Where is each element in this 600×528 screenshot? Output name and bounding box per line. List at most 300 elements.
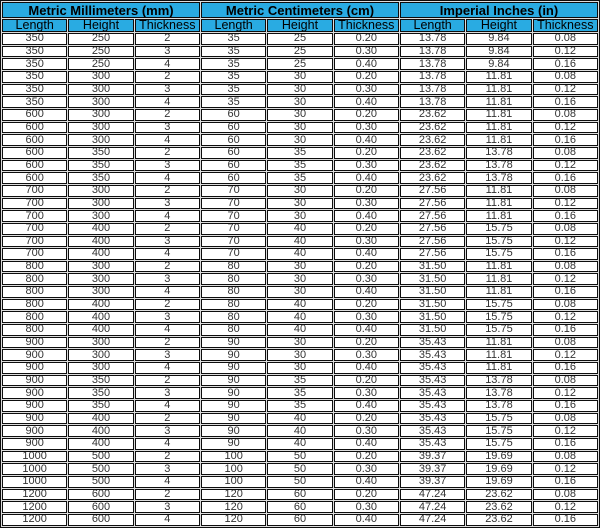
table-cell: 40	[267, 223, 332, 235]
table-row	[2, 451, 598, 463]
table-cell: 11.81	[466, 122, 531, 134]
table-cell: 0.40	[334, 248, 399, 260]
table-cell: 0.30	[334, 236, 399, 248]
table-cell: 35.43	[400, 425, 465, 437]
table-cell: 13.78	[466, 400, 531, 412]
table-cell: 13.78	[466, 172, 531, 184]
table-row	[2, 324, 598, 336]
table-cell: 35.43	[400, 362, 465, 374]
table-cell: 0.08	[533, 451, 598, 463]
table-cell: 15.75	[466, 438, 531, 450]
table-cell: 0.16	[533, 362, 598, 374]
table-cell: 3	[135, 122, 200, 134]
table-cell: 11.81	[466, 261, 531, 273]
table-cell: 35.43	[400, 387, 465, 399]
table-cell: 0.08	[533, 261, 598, 273]
table-cell: 400	[68, 413, 133, 425]
table-cell: 0.30	[334, 273, 399, 285]
table-cell: 70	[201, 185, 266, 197]
table-cell: 300	[68, 109, 133, 121]
table-row	[2, 210, 598, 222]
col-header-cm-length: Length	[201, 19, 266, 32]
table-cell: 0.16	[533, 438, 598, 450]
table-cell: 600	[2, 147, 67, 159]
table-row	[2, 514, 598, 526]
table-cell: 0.30	[334, 122, 399, 134]
table-cell: 350	[2, 84, 67, 96]
table-row	[2, 160, 598, 172]
table-cell: 350	[68, 375, 133, 387]
table-cell: 4	[135, 58, 200, 70]
table-cell: 0.20	[334, 109, 399, 121]
table-cell: 60	[267, 514, 332, 526]
table-cell: 300	[68, 349, 133, 361]
table-cell: 0.12	[533, 349, 598, 361]
table-cell: 900	[2, 400, 67, 412]
table-cell: 400	[68, 223, 133, 235]
table-cell: 13.78	[466, 375, 531, 387]
table-cell: 900	[2, 387, 67, 399]
table-cell: 300	[68, 273, 133, 285]
table-cell: 40	[267, 236, 332, 248]
table-cell: 31.50	[400, 286, 465, 298]
table-cell: 0.12	[533, 84, 598, 96]
table-cell: 900	[2, 375, 67, 387]
table-row	[2, 33, 598, 45]
col-header-in-length: Length	[400, 19, 465, 32]
table-cell: 300	[68, 134, 133, 146]
table-cell: 90	[201, 438, 266, 450]
table-cell: 800	[2, 324, 67, 336]
table-cell: 1000	[2, 476, 67, 488]
table-row	[2, 96, 598, 108]
table-cell: 2	[135, 147, 200, 159]
table-cell: 100	[201, 476, 266, 488]
table-cell: 27.56	[400, 210, 465, 222]
table-cell: 400	[68, 311, 133, 323]
table-cell: 250	[68, 46, 133, 58]
table-cell: 31.50	[400, 273, 465, 285]
table-cell: 0.16	[533, 248, 598, 260]
table-cell: 60	[201, 109, 266, 121]
table-cell: 0.20	[334, 71, 399, 83]
table-cell: 400	[68, 324, 133, 336]
table-cell: 0.08	[533, 185, 598, 197]
table-cell: 0.30	[334, 463, 399, 475]
table-cell: 30	[267, 273, 332, 285]
table-cell: 4	[135, 96, 200, 108]
table-cell: 0.08	[533, 337, 598, 349]
table-cell: 3	[135, 311, 200, 323]
col-header-cm-height: Height	[267, 19, 332, 32]
table-cell: 0.30	[334, 387, 399, 399]
table-cell: 39.37	[400, 476, 465, 488]
table-cell: 27.56	[400, 223, 465, 235]
table-cell: 2	[135, 413, 200, 425]
table-cell: 2	[135, 71, 200, 83]
table-row	[2, 134, 598, 146]
col-header-mm-height: Height	[68, 19, 133, 32]
table-cell: 30	[267, 198, 332, 210]
table-cell: 350	[68, 387, 133, 399]
table-cell: 300	[68, 286, 133, 298]
table-cell: 0.20	[334, 147, 399, 159]
table-cell: 600	[2, 134, 67, 146]
col-header-mm-thickness: Thickness	[135, 19, 200, 32]
table-cell: 13.78	[400, 96, 465, 108]
table-cell: 0.20	[334, 33, 399, 45]
table-row	[2, 58, 598, 70]
table-cell: 90	[201, 337, 266, 349]
table-cell: 60	[201, 134, 266, 146]
table-cell: 70	[201, 248, 266, 260]
table-cell: 11.81	[466, 109, 531, 121]
table-cell: 1200	[2, 514, 67, 526]
table-cell: 35.43	[400, 337, 465, 349]
table-cell: 600	[2, 122, 67, 134]
table-cell: 11.81	[466, 71, 531, 83]
table-row	[2, 172, 598, 184]
table-cell: 15.75	[466, 311, 531, 323]
table-cell: 350	[2, 33, 67, 45]
table-cell: 60	[201, 160, 266, 172]
table-cell: 120	[201, 501, 266, 513]
table-row	[2, 147, 598, 159]
table-cell: 4	[135, 362, 200, 374]
table-cell: 50	[267, 451, 332, 463]
table-cell: 30	[267, 261, 332, 273]
table-cell: 11.81	[466, 210, 531, 222]
table-cell: 0.40	[334, 476, 399, 488]
table-cell: 31.50	[400, 261, 465, 273]
table-cell: 300	[68, 96, 133, 108]
table-cell: 23.62	[400, 134, 465, 146]
table-cell: 2	[135, 489, 200, 501]
table-row	[2, 248, 598, 260]
table-cell: 9.84	[466, 33, 531, 45]
table-row	[2, 413, 598, 425]
table-cell: 0.08	[533, 71, 598, 83]
table-cell: 35	[201, 71, 266, 83]
table-cell: 23.62	[400, 122, 465, 134]
table-row	[2, 261, 598, 273]
table-cell: 700	[2, 185, 67, 197]
table-cell: 0.20	[334, 489, 399, 501]
table-cell: 700	[2, 248, 67, 260]
table-cell: 90	[201, 349, 266, 361]
table-cell: 120	[201, 514, 266, 526]
table-cell: 0.30	[334, 84, 399, 96]
table-cell: 0.30	[334, 46, 399, 58]
table-cell: 0.12	[533, 273, 598, 285]
table-cell: 4	[135, 134, 200, 146]
table-cell: 11.81	[466, 134, 531, 146]
table-cell: 0.30	[334, 198, 399, 210]
table-cell: 300	[68, 337, 133, 349]
table-row	[2, 476, 598, 488]
table-cell: 3	[135, 349, 200, 361]
table-cell: 600	[2, 109, 67, 121]
table-cell: 700	[2, 236, 67, 248]
table-cell: 11.81	[466, 185, 531, 197]
table-row	[2, 71, 598, 83]
table-cell: 800	[2, 261, 67, 273]
table-cell: 3	[135, 46, 200, 58]
table-cell: 13.78	[400, 71, 465, 83]
table-cell: 11.81	[466, 273, 531, 285]
table-cell: 35	[267, 387, 332, 399]
table-cell: 300	[68, 210, 133, 222]
table-row	[2, 400, 598, 412]
table-cell: 9.84	[466, 46, 531, 58]
table-cell: 100	[201, 451, 266, 463]
table-cell: 120	[201, 489, 266, 501]
table-cell: 23.62	[400, 160, 465, 172]
table-cell: 0.30	[334, 160, 399, 172]
table-cell: 0.12	[533, 122, 598, 134]
table-cell: 2	[135, 375, 200, 387]
table-cell: 0.16	[533, 476, 598, 488]
table-cell: 900	[2, 413, 67, 425]
table-cell: 0.30	[334, 349, 399, 361]
table-cell: 0.16	[533, 58, 598, 70]
table-cell: 30	[267, 337, 332, 349]
table-cell: 100	[201, 463, 266, 475]
table-cell: 0.40	[334, 400, 399, 412]
table-cell: 11.81	[466, 337, 531, 349]
table-row	[2, 425, 598, 437]
table-cell: 30	[267, 122, 332, 134]
table-cell: 350	[2, 96, 67, 108]
table-cell: 80	[201, 299, 266, 311]
table-cell: 60	[201, 147, 266, 159]
table-cell: 0.12	[533, 501, 598, 513]
table-row	[2, 311, 598, 323]
table-cell: 27.56	[400, 248, 465, 260]
table-cell: 35.43	[400, 349, 465, 361]
table-cell: 0.16	[533, 210, 598, 222]
table-cell: 11.81	[466, 96, 531, 108]
table-cell: 0.40	[334, 172, 399, 184]
table-cell: 4	[135, 248, 200, 260]
table-cell: 2	[135, 223, 200, 235]
table-cell: 0.40	[334, 210, 399, 222]
table-cell: 0.40	[334, 134, 399, 146]
table-cell: 80	[201, 286, 266, 298]
table-cell: 900	[2, 362, 67, 374]
table-cell: 35.43	[400, 438, 465, 450]
table-cell: 300	[68, 185, 133, 197]
table-cell: 900	[2, 349, 67, 361]
table-cell: 2	[135, 109, 200, 121]
table-cell: 800	[2, 311, 67, 323]
table-row	[2, 489, 598, 501]
table-cell: 0.16	[533, 400, 598, 412]
table-cell: 4	[135, 286, 200, 298]
table-cell: 0.20	[334, 223, 399, 235]
table-cell: 0.30	[334, 311, 399, 323]
table-cell: 400	[68, 236, 133, 248]
table-cell: 90	[201, 362, 266, 374]
table-row	[2, 387, 598, 399]
table-cell: 30	[267, 362, 332, 374]
table-cell: 0.40	[334, 96, 399, 108]
table-cell: 300	[68, 71, 133, 83]
table-cell: 1200	[2, 501, 67, 513]
table-cell: 35.43	[400, 413, 465, 425]
table-cell: 80	[201, 324, 266, 336]
table-cell: 0.08	[533, 223, 598, 235]
table-cell: 0.16	[533, 134, 598, 146]
table-cell: 15.75	[466, 425, 531, 437]
table-cell: 13.78	[466, 387, 531, 399]
table-cell: 0.20	[334, 261, 399, 273]
table-cell: 1000	[2, 463, 67, 475]
table-cell: 0.40	[334, 362, 399, 374]
table-cell: 2	[135, 33, 200, 45]
section-title-imperial-in: Imperial Inches (in)	[400, 2, 598, 18]
table-cell: 40	[267, 438, 332, 450]
table-cell: 700	[2, 223, 67, 235]
table-cell: 19.69	[466, 476, 531, 488]
table-cell: 0.30	[334, 501, 399, 513]
table-cell: 60	[267, 489, 332, 501]
table-cell: 27.56	[400, 236, 465, 248]
table-cell: 40	[267, 324, 332, 336]
table-cell: 3	[135, 501, 200, 513]
table-cell: 4	[135, 514, 200, 526]
table-cell: 23.62	[466, 501, 531, 513]
table-cell: 13.78	[400, 84, 465, 96]
table-cell: 9.84	[466, 58, 531, 70]
table-cell: 0.12	[533, 387, 598, 399]
table-cell: 0.16	[533, 172, 598, 184]
table-cell: 400	[68, 438, 133, 450]
table-cell: 300	[68, 84, 133, 96]
table-cell: 31.50	[400, 324, 465, 336]
table-cell: 3	[135, 273, 200, 285]
table-cell: 0.08	[533, 299, 598, 311]
table-cell: 35	[267, 375, 332, 387]
table-cell: 30	[267, 349, 332, 361]
table-row	[2, 273, 598, 285]
table-cell: 2	[135, 185, 200, 197]
table-cell: 0.08	[533, 109, 598, 121]
table-row	[2, 362, 598, 374]
table-cell: 35	[267, 160, 332, 172]
table-cell: 25	[267, 58, 332, 70]
table-cell: 90	[201, 375, 266, 387]
table-cell: 0.16	[533, 96, 598, 108]
table-cell: 30	[267, 109, 332, 121]
table-cell: 23.62	[400, 147, 465, 159]
table-cell: 3	[135, 425, 200, 437]
table-cell: 30	[267, 286, 332, 298]
table-cell: 600	[68, 514, 133, 526]
table-cell: 47.24	[400, 514, 465, 526]
table-cell: 0.12	[533, 198, 598, 210]
table-cell: 11.81	[466, 362, 531, 374]
table-cell: 70	[201, 210, 266, 222]
table-cell: 15.75	[466, 236, 531, 248]
table-cell: 90	[201, 400, 266, 412]
table-cell: 23.62	[400, 109, 465, 121]
section-title-metric-mm: Metric Millimeters (mm)	[2, 2, 200, 18]
table-cell: 30	[267, 84, 332, 96]
table-cell: 23.62	[466, 514, 531, 526]
table-cell: 0.08	[533, 147, 598, 159]
table-cell: 2	[135, 261, 200, 273]
table-cell: 30	[267, 71, 332, 83]
table-cell: 60	[201, 122, 266, 134]
table-cell: 400	[68, 299, 133, 311]
table-cell: 35	[267, 400, 332, 412]
table-cell: 40	[267, 413, 332, 425]
table-body	[2, 33, 598, 526]
table-cell: 3	[135, 387, 200, 399]
table-cell: 4	[135, 172, 200, 184]
table-cell: 0.40	[334, 324, 399, 336]
table-cell: 15.75	[466, 223, 531, 235]
table-cell: 600	[2, 160, 67, 172]
table-cell: 400	[68, 248, 133, 260]
table-cell: 0.40	[334, 438, 399, 450]
table-cell: 1000	[2, 451, 67, 463]
table-cell: 25	[267, 46, 332, 58]
col-header-mm-length: Length	[2, 19, 67, 32]
table-cell: 30	[267, 96, 332, 108]
table-cell: 35	[201, 84, 266, 96]
table-cell: 35	[267, 172, 332, 184]
table-cell: 4	[135, 400, 200, 412]
table-cell: 4	[135, 324, 200, 336]
table-cell: 350	[68, 172, 133, 184]
table-cell: 39.37	[400, 463, 465, 475]
table-cell: 350	[2, 46, 67, 58]
table-cell: 70	[201, 236, 266, 248]
column-header-row	[2, 19, 598, 32]
table-cell: 0.08	[533, 413, 598, 425]
table-cell: 800	[2, 273, 67, 285]
table-cell: 3	[135, 160, 200, 172]
table-cell: 0.16	[533, 514, 598, 526]
table-cell: 15.75	[466, 413, 531, 425]
table-cell: 11.81	[466, 84, 531, 96]
table-cell: 0.20	[334, 375, 399, 387]
table-cell: 900	[2, 438, 67, 450]
table-cell: 600	[68, 501, 133, 513]
table-cell: 27.56	[400, 185, 465, 197]
table-cell: 80	[201, 273, 266, 285]
table-row	[2, 185, 598, 197]
table-cell: 0.12	[533, 425, 598, 437]
table-row	[2, 438, 598, 450]
section-title-metric-cm: Metric Centimeters (cm)	[201, 2, 399, 18]
table-row	[2, 349, 598, 361]
table-cell: 19.69	[466, 451, 531, 463]
table-cell: 0.12	[533, 46, 598, 58]
table-cell: 31.50	[400, 311, 465, 323]
table-cell: 40	[267, 248, 332, 260]
table-cell: 3	[135, 198, 200, 210]
table-cell: 900	[2, 337, 67, 349]
table-cell: 300	[68, 122, 133, 134]
table-cell: 0.12	[533, 311, 598, 323]
table-cell: 13.78	[466, 160, 531, 172]
table-cell: 80	[201, 311, 266, 323]
table-cell: 13.78	[400, 58, 465, 70]
table-cell: 300	[68, 261, 133, 273]
